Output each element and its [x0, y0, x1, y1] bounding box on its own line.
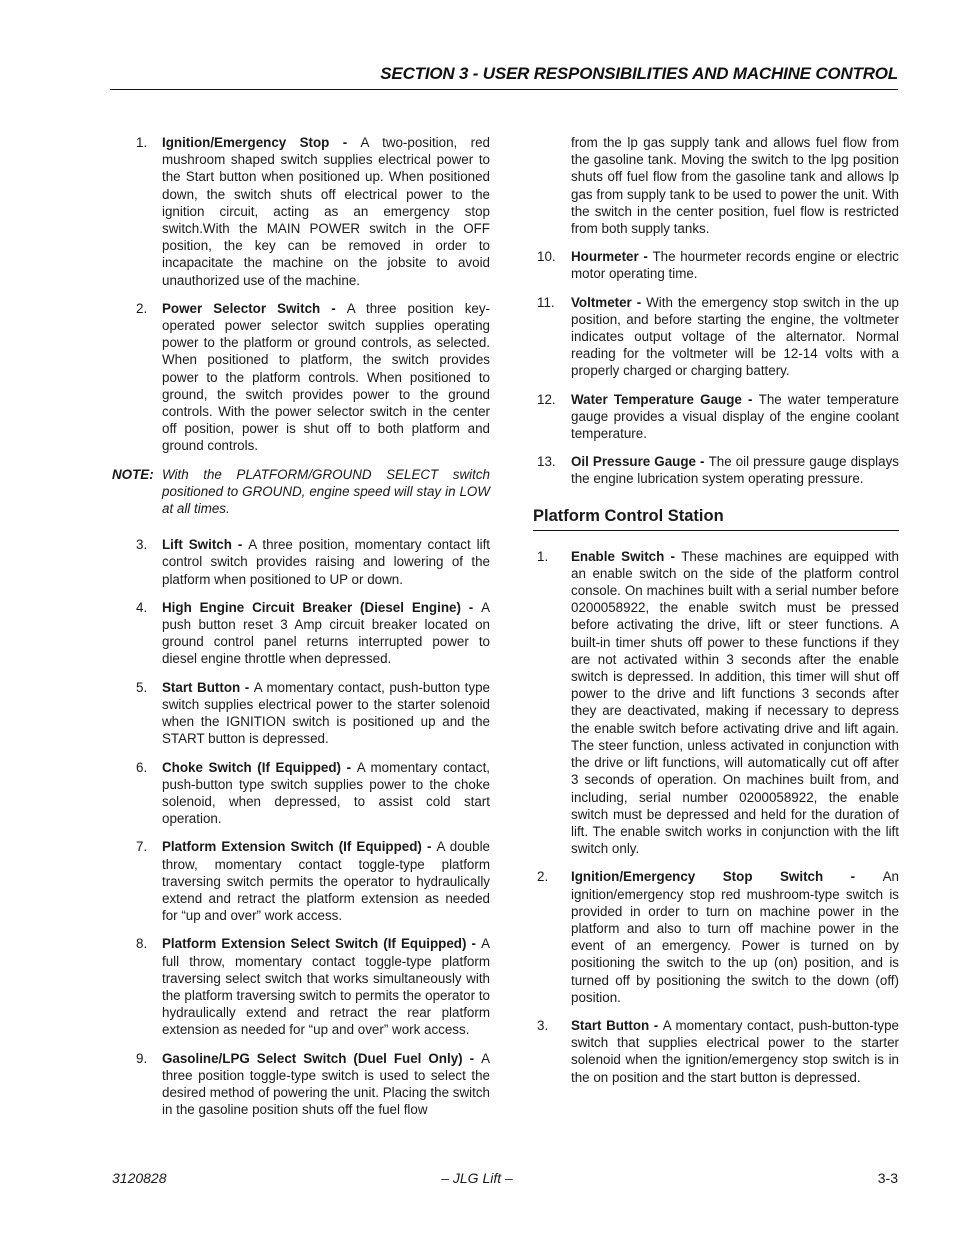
- item-number: 7.: [136, 839, 148, 855]
- item-number: 10.: [537, 249, 556, 265]
- item-number: 1.: [136, 135, 148, 150]
- item-text: A three position, momentary contact lift control switch provides raising and lowering of the platform when positioned to UP or down.: [162, 537, 491, 587]
- list-item: [110, 300, 490, 455]
- right-column: [533, 134, 899, 1097]
- item-title: Voltmeter -: [571, 294, 647, 310]
- item-number: 3.: [537, 1017, 549, 1033]
- item-text: With the emergency stop switch in the up position, and before starting the engine, the voltmeter indicates output voltage of the alternator. Normal reading for the voltmeter will be 12-14 volts with a properly charged or charging battery.: [571, 294, 900, 379]
- item-title: Hourmeter -: [571, 249, 653, 265]
- item-title: Water Temperature Gauge -: [571, 391, 759, 407]
- list-item: [110, 759, 490, 828]
- item-title: Power Selector Switch -: [162, 300, 347, 316]
- item-title: Oil Pressure Gauge -: [571, 454, 709, 470]
- item-text: A momentary contact, push-button type switch supplies electrical power to the starter solenoid when the IGNITION switch is positioned up and the START button is depressed.: [162, 679, 490, 747]
- item-number: 8.: [136, 936, 148, 952]
- page-number: 3-3: [877, 1170, 898, 1186]
- item-number: 2.: [136, 300, 148, 316]
- item-title: Platform Extension Switch (If Equipped) -: [162, 839, 437, 855]
- left-column: [110, 134, 490, 1129]
- list-item: [533, 391, 899, 443]
- list-item: [110, 134, 490, 289]
- item-number: 12.: [537, 391, 556, 407]
- item-number: 11.: [537, 294, 555, 310]
- item-title: Platform Extension Select Switch (If Equipped) -: [162, 936, 482, 952]
- item-text: A momentary contact, push-button-type switch that supplies electrical power to the starter solenoid when the ignition/emergency stop switch is in the on position and the start button is depressed.: [571, 1017, 899, 1085]
- item-number: 13.: [537, 454, 556, 470]
- list-item: [110, 1050, 490, 1119]
- list-item: [533, 548, 899, 858]
- item-number: 5.: [136, 679, 148, 695]
- continued-text: from the lp gas supply tank and allows fuel flow from the gasoline tank. Moving the switch to the lpg position shuts off fuel flow from the gasoline tank and allows lp gas from supply tank to be used to power the unit. With the switch in the center position, fuel flow is restricted from both supply tanks.: [571, 135, 899, 237]
- item-text: A double throw, momentary contact toggle-type platform traversing switch permits the operator to hydraulically extend and retract the platform extension as needed for “up and over” work access.: [162, 839, 491, 924]
- item-title: Enable Switch -: [571, 548, 682, 564]
- item-text: A full throw, momentary contact toggle-type platform traversing select switch that works simultaneously with the platform traversing switch to permits the operator to hydraulically extend and retract the rear platform extension as needed for “up and over” work access.: [162, 936, 490, 1038]
- note-label: NOTE:: [112, 466, 154, 482]
- item-title: High Engine Circuit Breaker (Diesel Engine) -: [162, 599, 482, 615]
- item-title: Choke Switch (If Equipped) -: [162, 759, 357, 775]
- item-text: The hourmeter records engine or electric motor operating time.: [571, 249, 899, 282]
- list-item: [110, 838, 490, 924]
- doc-number: 3120828: [112, 1170, 167, 1186]
- item-number: 3.: [136, 537, 148, 553]
- item-number: 4.: [136, 599, 148, 615]
- item-text: The oil pressure gauge displays the engine lubrication system operating pressure.: [571, 454, 899, 487]
- list-item: [110, 679, 490, 748]
- item-title: Ignition/Emergency Stop -: [162, 135, 361, 150]
- list-item: [533, 1017, 899, 1086]
- list-item: [110, 536, 490, 588]
- item-title: Start Button -: [162, 679, 254, 695]
- item-text: A two-position, red mushroom shaped switch supplies electrical power to the Start button when positioned up. When positioned down, the switch shuts off electrical power to the ignition circuit, acting as an emergency stop switch.With the MAIN POWER switch in the OFF position, the key can be removed in order to incapacitate the machine on the jobsite to avoid unauthorized use of the machine.: [162, 135, 490, 288]
- list-item: [533, 294, 899, 380]
- item-number: 6.: [136, 759, 148, 775]
- item-text: A three position key-operated power selector switch supplies operating power to the platform or ground controls, as selected. When positioned to platform, the switch provides power to the platform controls. When positioned to ground, the switch provides power to the ground controls. With the power selector switch in the center off position, power is shut off to both platform and ground controls.: [162, 300, 490, 454]
- list-item: [110, 599, 490, 668]
- item-title: Lift Switch -: [162, 537, 249, 553]
- item-text: An ignition/emergency stop red mushroom-type switch is provided in order to turn on machine power in the platform and also to turn off machine power in the event of an emergency. Power is turned on by positioning the switch to the up (on) position, and is turned off by positioning the switch to the down (off) position.: [571, 869, 899, 1005]
- item-text: A push button reset 3 Amp circuit breaker located on ground control panel returns interrupted power to diesel engine throttle when depressed.: [162, 599, 490, 667]
- item-title: Start Button -: [571, 1017, 663, 1033]
- item-text: A three position toggle-type switch is used to select the desired method of powering the unit. Placing the switch in the gasoline position shuts off the fuel flow: [162, 1050, 490, 1118]
- note-text: With the PLATFORM/GROUND SELECT switch positioned to GROUND, engine speed will stay in LOW at all times.: [162, 466, 490, 517]
- item-number: 2.: [537, 869, 549, 885]
- section-title: SECTION 3 - USER RESPONSIBILITIES AND MACHINE CONTROL: [380, 64, 898, 83]
- item-text: These machines are equipped with an enable switch on the side of the platform control console. On machines built with a serial number before 0200058922, the enable switch must be pressed before activating the drive, lift or steer functions. A built-in timer shuts off power to these functions if they are not activated within 3 seconds after the enable switch is depressed. In addition, this timer will shut off power to the drive and lift functions 3 seconds after they are deactivated, making if necessary to depress the enable switch before activating drive and lift again. The steer function, unless activated in conjunction with the drive or lift functions, will automatically cut off after 3 seconds of operation. On machines built from, and including, serial number 0200058922, the enable switch must be depressed and held for the duration of lift. The enable switch works in conjunction with the lift switch only.: [571, 548, 899, 857]
- item-number: 1.: [537, 548, 549, 564]
- item-text: A momentary contact, push-button type switch supplies power to the choke solenoid, when depressed, to assist cold start operation.: [162, 759, 491, 827]
- item-number: 9.: [136, 1050, 148, 1066]
- header-divider: [110, 89, 898, 90]
- section-heading: Platform Control Station: [533, 507, 899, 531]
- item-title: Gasoline/LPG Select Switch (Duel Fuel Only) -: [162, 1050, 482, 1066]
- list-item: [533, 453, 899, 487]
- list-item: [110, 935, 490, 1038]
- note: [110, 466, 490, 518]
- list-item: [533, 868, 899, 1006]
- list-item: [533, 248, 899, 282]
- item-title: Ignition/Emergency Stop Switch -: [571, 869, 883, 885]
- item-text: The water temperature gauge provides a visual display of the engine coolant temperature.: [571, 391, 899, 442]
- footer-brand: – JLG Lift –: [441, 1170, 513, 1186]
